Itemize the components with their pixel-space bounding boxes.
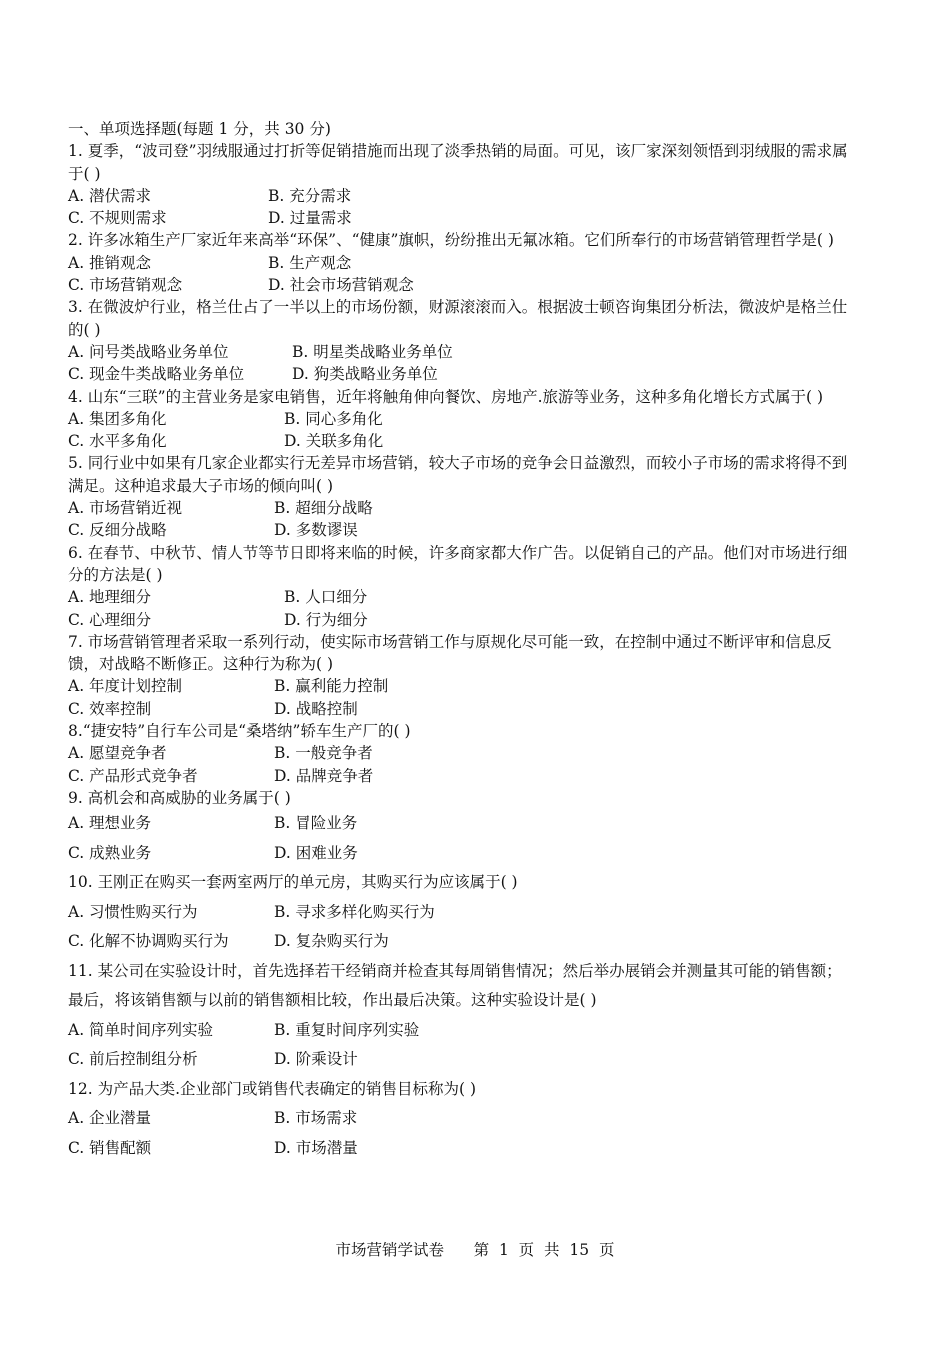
option-a: A. 简单时间序列实验 [68,1020,214,1039]
question-text: 11. 某公司在实验设计时，首先选择若干经销商并检查其每周销售情况；然后举办展销会并测量其可能的销售额；最后，将该销售额与以前的销售额相比较，作出最后决策。这种实验设计是( ) [68,961,842,1010]
option-d: D. 阶乘设计 [274,1050,358,1069]
option-c: C. 产品形式竞争者 [68,766,198,785]
question-text: 5. 同行业中如果有几家企业都实行无差异市场营销，较大子市场的竞争会日益激烈，而较小子市场的需求将得不到满足。这种追求最大子市场的倾向叫( ) [68,454,848,495]
option-b: B. 赢利能力控制 [274,677,389,696]
option-c: C. 反细分战略 [68,521,167,540]
option-b: B. 明星类战略业务单位 [292,342,453,361]
option-c: C. 化解不协调购买行为 [68,932,229,951]
option-c: C. 效率控制 [68,699,152,718]
question-1 [68,140,848,229]
option-b: B. 人口细分 [284,588,368,607]
question-text: 4. 山东“三联”的主营业务是家电销售，近年将触角伸向餐饮、房地产.旅游等业务，这种多角化增长方式属于( ) [68,387,824,406]
question-2 [68,229,848,296]
option-d: D. 社会市场营销观念 [268,276,414,295]
question-10 [68,868,848,957]
option-c: C. 现金牛类战略业务单位 [68,365,245,384]
option-a: A. 集团多角化 [68,409,167,428]
option-d: D. 过量需求 [268,209,352,228]
option-a: A. 潜伏需求 [68,186,152,205]
option-d: D. 困难业务 [274,843,358,862]
option-b: B. 充分需求 [268,186,352,205]
option-b: B. 冒险业务 [274,814,358,833]
option-c: C. 不规则需求 [68,209,167,228]
option-b: B. 超细分战略 [274,499,373,518]
section-title: 一、单项选择题(每题 1 分，共 30 分) [68,120,331,138]
option-a: A. 问号类战略业务单位 [68,342,229,361]
question-5 [68,452,848,541]
option-b: B. 一般竞争者 [274,744,373,763]
option-a: A. 习惯性购买行为 [68,902,198,921]
option-a: A. 理想业务 [68,814,152,833]
option-d: D. 复杂购买行为 [274,932,389,951]
question-7 [68,631,848,720]
option-c: C. 销售配额 [68,1138,152,1157]
option-a: A. 地理细分 [68,588,152,607]
question-text: 9. 高机会和高威胁的业务属于( ) [68,788,291,807]
option-d: D. 市场潜量 [274,1138,358,1157]
question-text: 12. 为产品大类.企业部门或销售代表确定的销售目标称为( ) [68,1079,477,1098]
question-text: 10. 王刚正在购买一套两室两厅的单元房，其购买行为应该属于( ) [68,873,518,892]
question-11 [68,957,848,1075]
option-b: B. 重复时间序列实验 [274,1020,420,1039]
option-b: B. 生产观念 [268,253,352,272]
question-12 [68,1075,848,1164]
option-d: D. 关联多角化 [284,432,384,451]
page-footer: 市场营销学试卷 第 1 页 共 15 页 [335,1241,615,1259]
question-3 [68,296,848,385]
option-b: B. 寻求多样化购买行为 [274,902,435,921]
option-d: D. 品牌竞争者 [274,766,374,785]
option-c: C. 市场营销观念 [68,276,183,295]
question-text: 7. 市场营销管理者采取一系列行动，使实际市场营销工作与原规化尽可能一致，在控制中通过不断评审和信息反馈，对战略不断修正。这种行为称为( ) [68,632,832,674]
question-9 [68,787,848,868]
option-d: D. 狗类战略业务单位 [292,365,438,384]
option-a: A. 愿望竞争者 [68,744,167,763]
question-text: 2. 许多冰箱生产厂家近年来高举“环保”、“健康”旗帜，纷纷推出无氟冰箱。它们所奉行的市场营销管理哲学是( ) [68,231,834,250]
option-a: A. 市场营销近视 [68,499,183,518]
question-4 [68,386,848,453]
question-text: 1. 夏季，“波司登”羽绒服通过打折等促销措施而出现了淡季热销的局面。可见，该厂家深刻领悟到羽绒服的需求属于( ) [68,142,848,183]
option-c: C. 前后控制组分析 [68,1050,198,1069]
option-c: C. 心理细分 [68,610,152,629]
question-8 [68,720,848,787]
option-a: A. 企业潜量 [68,1109,152,1128]
option-a: A. 推销观念 [68,253,152,272]
option-b: B. 市场需求 [274,1109,358,1128]
question-text: 3. 在微波炉行业，格兰仕占了一半以上的市场份额，财源滚滚而入。根据波士顿咨询集团分析法，微波炉是格兰仕的( ) [68,298,848,339]
option-c: C. 水平多角化 [68,432,167,451]
option-b: B. 同心多角化 [284,409,383,428]
option-a: A. 年度计划控制 [68,677,183,696]
question-6 [68,542,848,631]
option-d: D. 多数谬误 [274,521,358,540]
exam-page [68,118,848,1163]
option-d: D. 行为细分 [284,610,368,629]
option-d: D. 战略控制 [274,699,358,718]
option-c: C. 成熟业务 [68,843,152,862]
question-text: 6. 在春节、中秋节、情人节等节日即将来临的时候，许多商家都大作广告。以促销自己的产品。他们对市场进行细分的方法是( ) [68,543,848,584]
question-text: 8.“捷安特”自行车公司是“桑塔纳”轿车生产厂的( ) [68,722,411,741]
